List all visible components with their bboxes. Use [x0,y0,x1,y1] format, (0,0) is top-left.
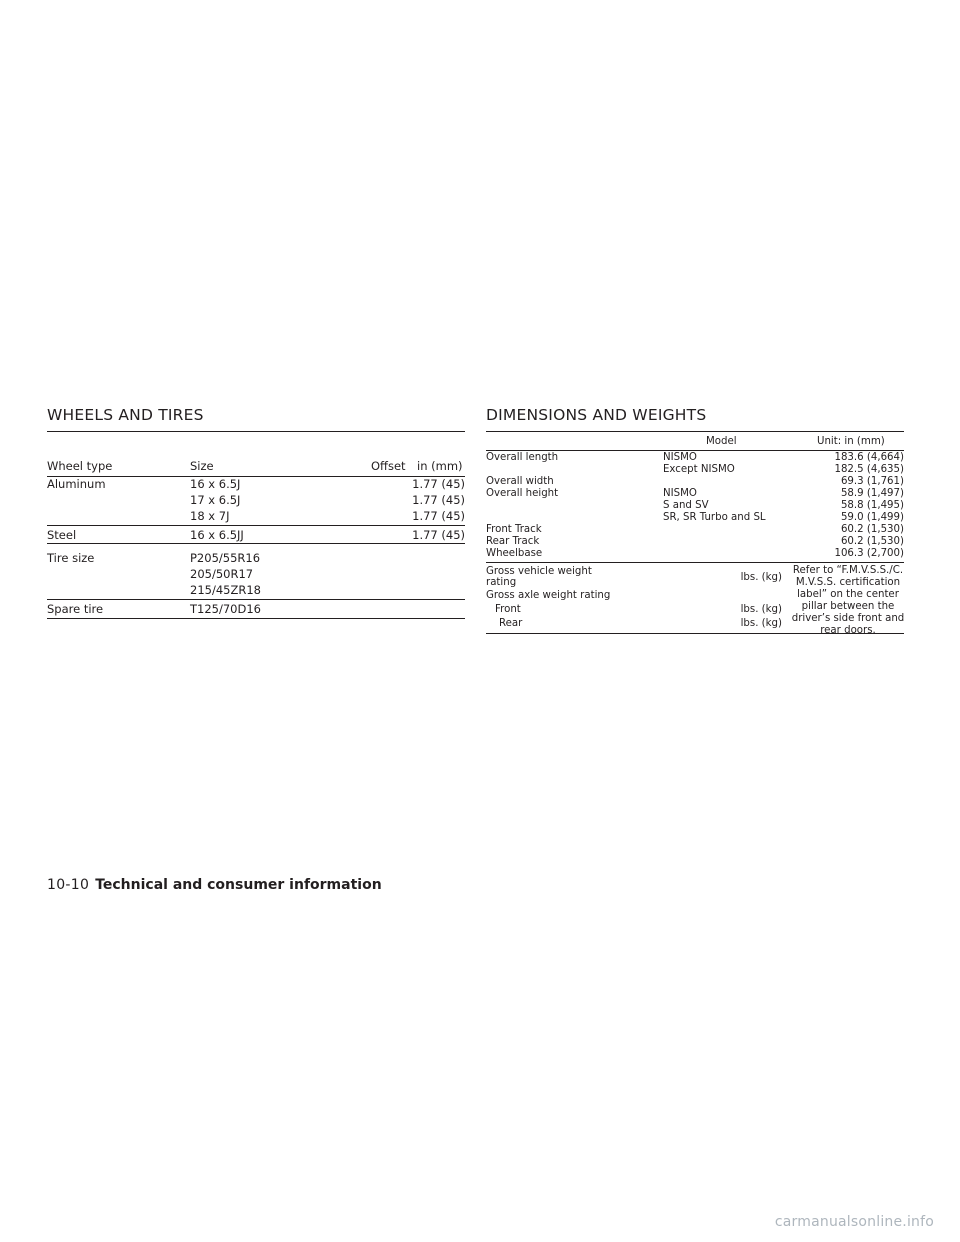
section-title-footer: Technical and consumer information [95,877,382,893]
steel-size: 16 x 6.5JJ [190,528,244,542]
dimension-model: S and SV [663,500,709,511]
spare-tire-label: Spare tire [47,602,104,616]
watermark-text: carmanualsonline.info [774,1214,934,1230]
header-unit-dimensions: Unit: in (mm) [817,436,885,447]
header-size: Size [190,459,214,473]
tire-size-rule [47,599,465,600]
gawr-label: Gross axle weight rating [486,590,611,601]
page-number: 10-10 [47,877,90,893]
dimensions-weights-divider [486,562,904,563]
dimension-value: 182.5 (4,635) [834,464,904,475]
dimensions-table-top-rule [486,431,904,432]
dimension-item: Overall width [486,476,554,487]
dimension-value: 58.9 (1,497) [840,488,904,499]
dimensions-table-bottom-rule [486,633,904,634]
dimension-item: Overall length [486,452,559,463]
dimension-value: 69.3 (1,761) [840,476,904,487]
aluminum-offset: 1.77 (45) [412,509,465,523]
gvwr-label: Gross vehicle weight [486,566,592,577]
dimension-model: SR, SR Turbo and SL [663,512,766,523]
dimension-item: Rear Track [486,536,540,547]
header-wheel-type: Wheel type [47,459,113,473]
spare-tire-size: T125/70D16 [190,602,261,616]
aluminum-rule [47,525,465,526]
dimension-model: NISMO [663,452,697,463]
steel-label: Steel [47,528,77,542]
dimension-value: 60.2 (1,530) [840,524,904,535]
dimensions-weights-title: DIMENSIONS AND WEIGHTS [486,406,707,424]
wheels-table-bottom-rule [47,618,465,619]
weight-rating-note: Refer to “F.M.V.S.S./C. M.V.S.S. certification label” on the center pillar between the driver’s side front and rear doors. [791,565,905,636]
front-label: Front [495,604,521,615]
dimension-value: 183.6 (4,664) [834,452,904,463]
aluminum-label: Aluminum [47,477,106,491]
front-unit: lbs. (kg) [740,604,782,615]
dimension-value: 58.8 (1,495) [840,500,904,511]
header-offset: Offset [371,459,406,473]
dimension-item: Wheelbase [486,548,543,559]
header-unit: in (mm) [417,459,463,473]
aluminum-size: 17 x 6.5J [190,493,241,507]
aluminum-offset: 1.77 (45) [412,493,465,507]
dimensions-header-rule [486,450,904,451]
rear-label: Rear [499,618,523,629]
dimension-value: 59.0 (1,499) [840,512,904,523]
tire-size-value: 205/50R17 [190,567,254,581]
dimension-value: 106.3 (2,700) [834,548,904,559]
tire-size-value: P205/55R16 [190,551,261,565]
aluminum-size: 18 x 7J [190,509,230,523]
dimension-model: NISMO [663,488,697,499]
wheels-tires-title: WHEELS AND TIRES [47,406,204,424]
gvwr-unit: lbs. (kg) [740,572,782,583]
header-model: Model [706,436,737,447]
steel-offset: 1.77 (45) [412,528,465,542]
gvwr-label-continued: rating [486,577,517,588]
wheels-table-top-rule [47,431,465,432]
tire-size-value: 215/45ZR18 [190,583,261,597]
dimension-item: Overall height [486,488,559,499]
dimension-item: Front Track [486,524,542,535]
dimension-model: Except NISMO [663,464,735,475]
page-footer [47,877,382,893]
aluminum-size: 16 x 6.5J [190,477,241,491]
dimension-value: 60.2 (1,530) [840,536,904,547]
tire-size-label: Tire size [47,551,95,565]
aluminum-offset: 1.77 (45) [412,477,465,491]
rear-unit: lbs. (kg) [740,618,782,629]
steel-rule [47,543,465,544]
